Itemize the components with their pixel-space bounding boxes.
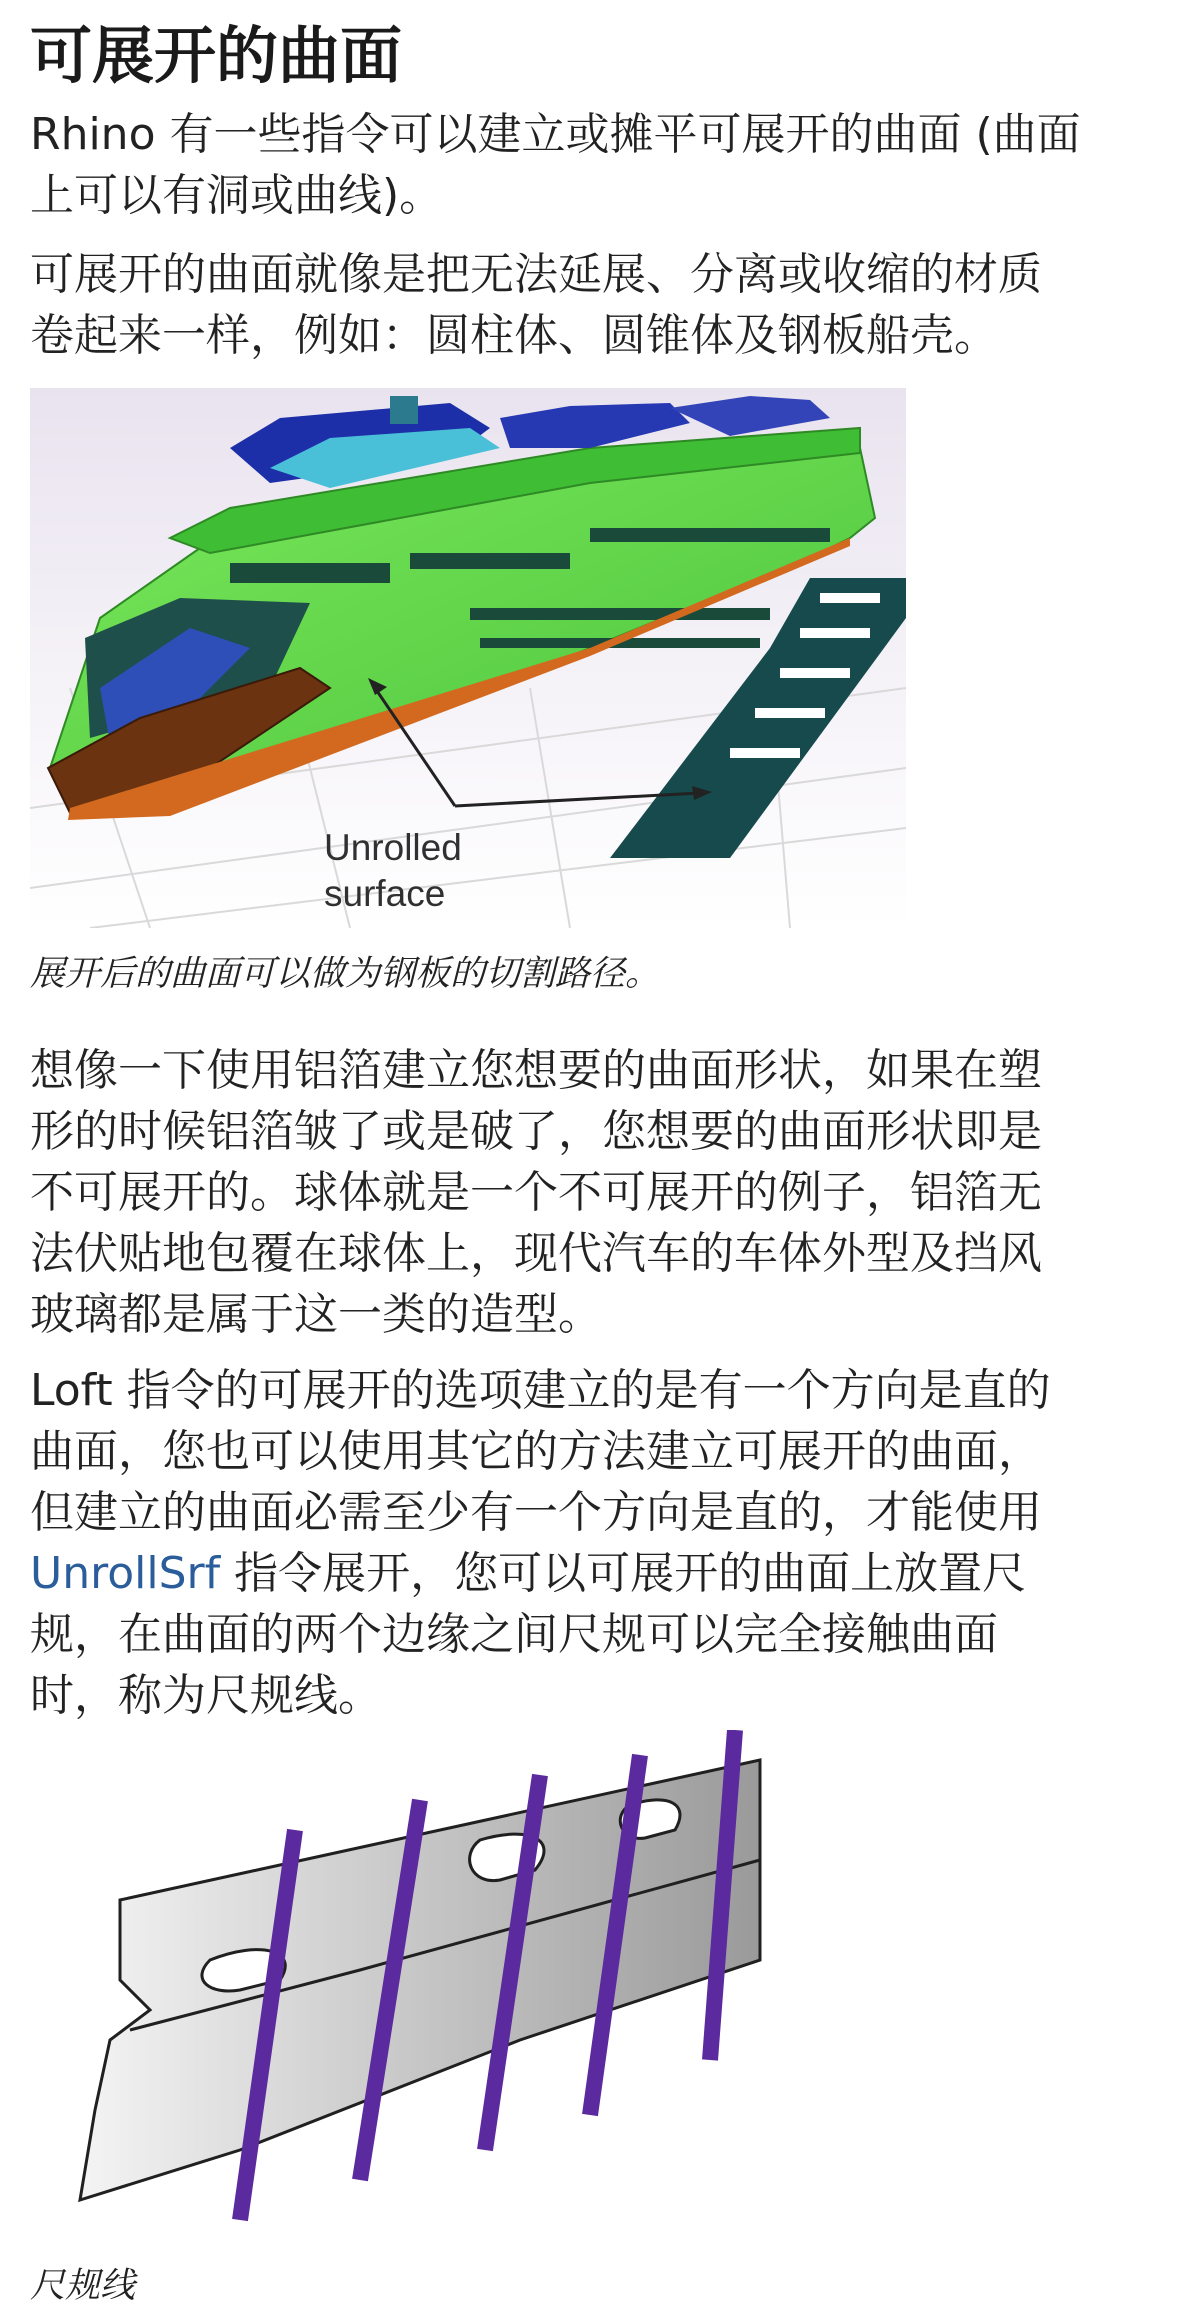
paragraph-loft xyxy=(30,1360,1051,1726)
unrollsrf-link[interactable]: UnrollSrf xyxy=(30,1548,221,1599)
text-line: 指令展开，您可以可展开的曲面上放置尺 xyxy=(220,1548,1027,1599)
text-line: Loft 指令的可展开的选项建立的是有一个方向是直的 xyxy=(30,1365,1051,1416)
text-line: 法伏贴地包覆在球体上，现代汽车的车体外型及挡风 xyxy=(30,1228,1042,1279)
text-line: Rhino 有一些指令可以建立或摊平可展开的曲面 (曲面 xyxy=(30,109,1081,160)
text-line: 玻璃都是属于这一类的造型。 xyxy=(30,1289,602,1340)
text-line: 想像一下使用铝箔建立您想要的曲面形状，如果在塑 xyxy=(30,1045,1042,1096)
unrolled-label-line1: Unrolled xyxy=(324,827,462,868)
ship-caption: 展开后的曲面可以做为钢板的切割路径。 xyxy=(30,954,661,994)
text-line: 卷起来一样，例如：圆柱体、圆锥体及钢板船壳。 xyxy=(30,310,998,361)
intro-paragraph-2 xyxy=(30,244,1042,366)
ship-figure xyxy=(30,388,906,928)
text-line: 不可展开的。球体就是一个不可展开的例子，铝箔无 xyxy=(30,1167,1042,1218)
text-line: 可展开的曲面就像是把无法延展、分离或收缩的材质 xyxy=(30,249,1042,300)
page-title: 可展开的曲面 xyxy=(30,19,403,92)
ship-illustration xyxy=(30,388,906,928)
unrolled-label-line2: surface xyxy=(324,873,446,914)
text-line: 形的时候铝箔皱了或是破了，您想要的曲面形状即是 xyxy=(30,1106,1042,1157)
paragraph-foil xyxy=(30,1040,1042,1345)
text-line: 但建立的曲面必需至少有一个方向是直的，才能使用 xyxy=(30,1487,1042,1538)
ruling-figure xyxy=(60,1730,780,2240)
text-line: 上可以有洞或曲线)。 xyxy=(30,170,444,221)
text-line: 曲面，您也可以使用其它的方法建立可展开的曲面， xyxy=(30,1426,1042,1477)
ruling-caption: 尺规线 xyxy=(30,2266,136,2306)
text-line: 时，称为尺规线。 xyxy=(30,1670,382,1721)
intro-paragraph-1 xyxy=(30,104,1081,226)
ruling-illustration xyxy=(60,1730,780,2240)
text-line: 规，在曲面的两个边缘之间尺规可以完全接触曲面 xyxy=(30,1609,998,1660)
